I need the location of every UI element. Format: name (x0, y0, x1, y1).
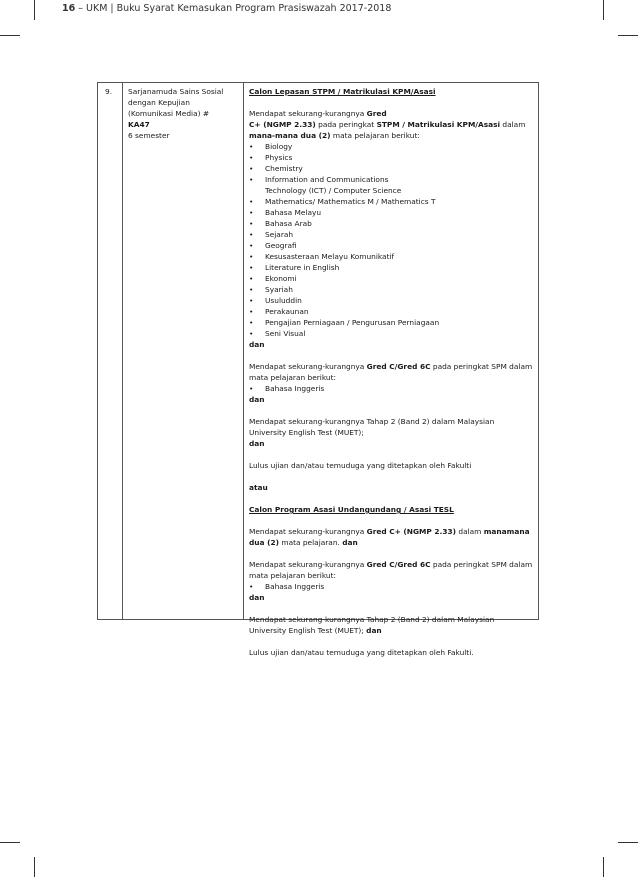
connector-dan: dan (249, 593, 265, 602)
crop-mark (34, 857, 35, 877)
list-item: • Geografi (249, 240, 533, 251)
column-divider (122, 83, 123, 619)
crop-mark (0, 842, 20, 843)
connector-dan: dan (249, 439, 265, 448)
list-item: • Seni Visual (249, 328, 533, 339)
column-divider (243, 83, 244, 619)
asasi-interview-requirement: Lulus ujian dan/atau temuduga yang ditetapkan oleh Fakulti. (249, 648, 474, 657)
list-item: • Bahasa Inggeris (249, 581, 533, 592)
list-item: • Bahasa Arab (249, 218, 533, 229)
spm-subject-list (249, 383, 533, 394)
list-item: • Bahasa Inggeris (249, 383, 533, 394)
crop-mark (0, 35, 20, 36)
program-code: KA47 (128, 120, 150, 129)
connector-atau: atau (249, 483, 268, 492)
row-number: 9. (105, 87, 113, 96)
requirements-table (97, 82, 539, 657)
asasi-requirement-2: Mendapat sekurang-kurangnya Gred C/Gred 6C pada peringkat SPM dalam mata pelajaran berikut: (249, 560, 533, 580)
requirements-cell (249, 86, 533, 658)
page-number: 16 (62, 3, 76, 14)
list-item: • Kesusasteraan Melayu Komunikatif (249, 251, 533, 262)
list-item: • Sejarah (249, 229, 533, 240)
list-item: • Information and Communications Technology (ICT) / Computer Science (249, 174, 425, 196)
crop-mark (603, 0, 604, 20)
header-title: – UKM | Buku Syarat Kemasukan Program Prasiswazah 2017-2018 (75, 3, 392, 14)
crop-mark (618, 35, 638, 36)
list-item: • Bahasa Melayu (249, 207, 533, 218)
subject-list (249, 141, 533, 339)
stpm-heading: Calon Lepasan STPM / Matrikulasi KPM/Asasi (249, 87, 436, 96)
program-duration: 6 semester (128, 131, 170, 140)
connector-dan: dan (249, 340, 265, 349)
interview-requirement: Lulus ujian dan/atau temuduga yang ditetapkan oleh Fakulti (249, 461, 472, 470)
list-item: • Usuluddin (249, 295, 533, 306)
stpm-requirement-1: Mendapat sekurang-kurangnya Gred C+ (NGMP 2.33) pada peringkat STPM / Matrikulasi KPM/Asasi dalam mana-mana dua (2) mata pelajaran berikut: (249, 109, 526, 140)
asasi-spm-subject-list (249, 581, 533, 592)
list-item: • Pengajian Perniagaan / Pengurusan Perniagaan (249, 317, 533, 328)
crop-mark (34, 0, 35, 20)
list-item: • Physics (249, 152, 533, 163)
list-item: • Chemistry (249, 163, 533, 174)
crop-mark (618, 842, 638, 843)
connector-dan: dan (249, 395, 265, 404)
page-header (62, 3, 391, 14)
list-item: • Literature in English (249, 262, 533, 273)
program-cell (128, 86, 236, 141)
muet-requirement: Mendapat sekurang-kurangnya Tahap 2 (Band 2) dalam Malaysian University English Test (MUET); (249, 417, 495, 437)
asasi-heading: Calon Program Asasi Undangundang / Asasi TESL (249, 505, 454, 514)
list-item: • Syariah (249, 284, 533, 295)
list-item: • Biology (249, 141, 533, 152)
stpm-requirement-2: Mendapat sekurang-kurangnya Gred C/Gred 6C pada peringkat SPM dalam mata pelajaran berikut: (249, 362, 533, 382)
asasi-muet-requirement: Mendapat sekurang-kurangnya Tahap 2 (Band 2) dalam Malaysian University English Test (MUET); dan (249, 615, 495, 635)
asasi-requirement-1: Mendapat sekurang-kurangnya Gred C+ (NGMP 2.33) dalam manamana dua (2) mata pelajaran. dan (249, 527, 530, 547)
program-name: Sarjanamuda Sains Sosial dengan Kepujian (Komunikasi Media) # (128, 87, 224, 118)
list-item: • Perakaunan (249, 306, 533, 317)
list-item: • Mathematics/ Mathematics M / Mathematics T (249, 196, 533, 207)
crop-mark (603, 857, 604, 877)
list-item: • Ekonomi (249, 273, 533, 284)
